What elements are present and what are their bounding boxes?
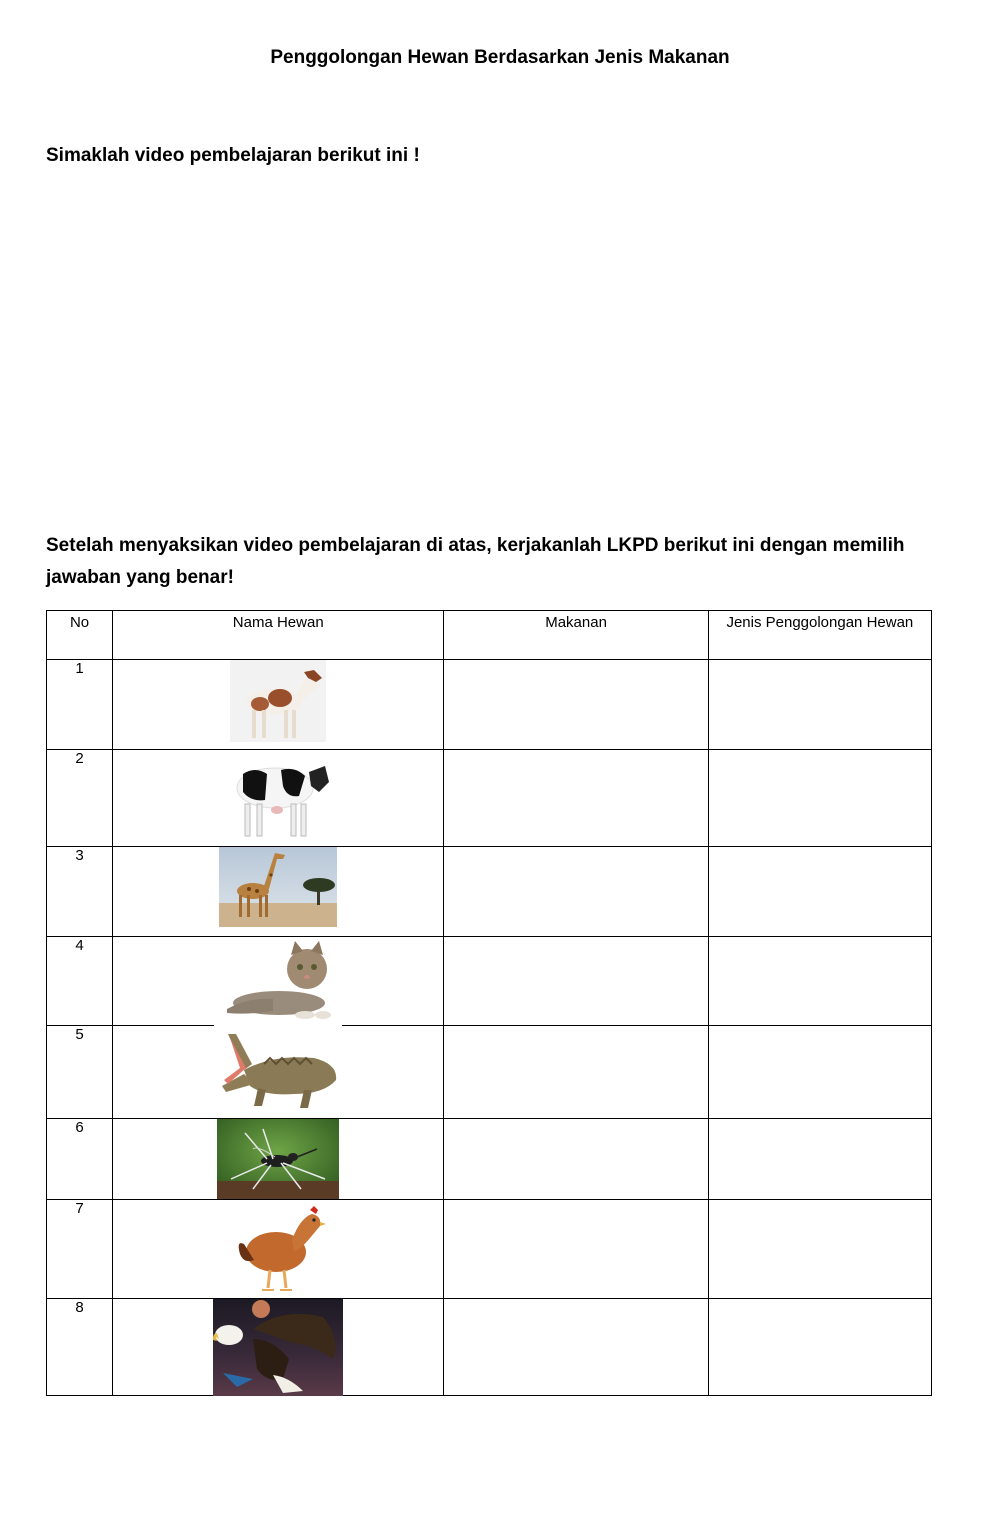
eagle-photo [213, 1299, 343, 1396]
animal-cell [113, 1200, 444, 1299]
makanan-cell[interactable] [444, 1119, 708, 1200]
giraffe-photo [219, 847, 337, 927]
jenis-cell[interactable] [708, 1299, 931, 1396]
lkpd-table [46, 610, 932, 1396]
animal-cell [113, 660, 444, 750]
row-number: 4 [47, 937, 113, 1026]
animal-cell [113, 847, 444, 937]
jenis-cell[interactable] [708, 1119, 931, 1200]
table-row [47, 1119, 932, 1200]
jenis-cell[interactable] [708, 847, 931, 937]
page-title: Penggolongan Hewan Berdasarkan Jenis Makanan [270, 47, 730, 68]
table-row [47, 1026, 932, 1119]
makanan-cell[interactable] [444, 937, 708, 1026]
jenis-cell[interactable] [708, 1026, 931, 1119]
video-area[interactable] [46, 180, 946, 510]
row-number: 8 [47, 1299, 113, 1396]
row-number: 7 [47, 1200, 113, 1299]
jenis-cell[interactable] [708, 937, 931, 1026]
table-row [47, 1200, 932, 1299]
animal-cell [113, 750, 444, 847]
animal-cell [113, 1026, 444, 1119]
makanan-cell[interactable] [444, 1299, 708, 1396]
row-number: 5 [47, 1026, 113, 1119]
row-number: 3 [47, 847, 113, 937]
row-number: 2 [47, 750, 113, 847]
animal-cell [113, 1119, 444, 1200]
makanan-cell[interactable] [444, 847, 708, 937]
chicken-photo [230, 1204, 326, 1296]
goat-photo [230, 660, 326, 742]
jenis-cell[interactable] [708, 1200, 931, 1299]
crocodile-photo [214, 1024, 342, 1112]
animal-cell [113, 937, 444, 1026]
jenis-cell[interactable] [708, 750, 931, 847]
makanan-cell[interactable] [444, 1200, 708, 1299]
table-header-row [47, 611, 932, 660]
mosquito-photo [217, 1119, 339, 1199]
jenis-cell[interactable] [708, 660, 931, 750]
task-instruction: Setelah menyaksikan video pembelajaran di atas, kerjakanlah LKPD berikut ini dengan memilih jawaban yang benar! [46, 535, 905, 588]
video-instruction: Simaklah video pembelajaran berikut ini ! [46, 145, 420, 166]
header-jenis: Jenis Penggolongan Hewan [708, 611, 931, 660]
header-no: No [47, 611, 113, 660]
cat-photo [219, 939, 337, 1023]
header-nama-hewan: Nama Hewan [113, 611, 444, 660]
header-makanan: Makanan [444, 611, 708, 660]
table-row [47, 937, 932, 1026]
animal-cell [113, 1299, 444, 1396]
table-row [47, 1299, 932, 1396]
makanan-cell[interactable] [444, 1026, 708, 1119]
makanan-cell[interactable] [444, 660, 708, 750]
table-row [47, 750, 932, 847]
makanan-cell[interactable] [444, 750, 708, 847]
table-row [47, 660, 932, 750]
table-row [47, 847, 932, 937]
cow-photo [225, 752, 331, 842]
row-number: 6 [47, 1119, 113, 1200]
row-number: 1 [47, 660, 113, 750]
